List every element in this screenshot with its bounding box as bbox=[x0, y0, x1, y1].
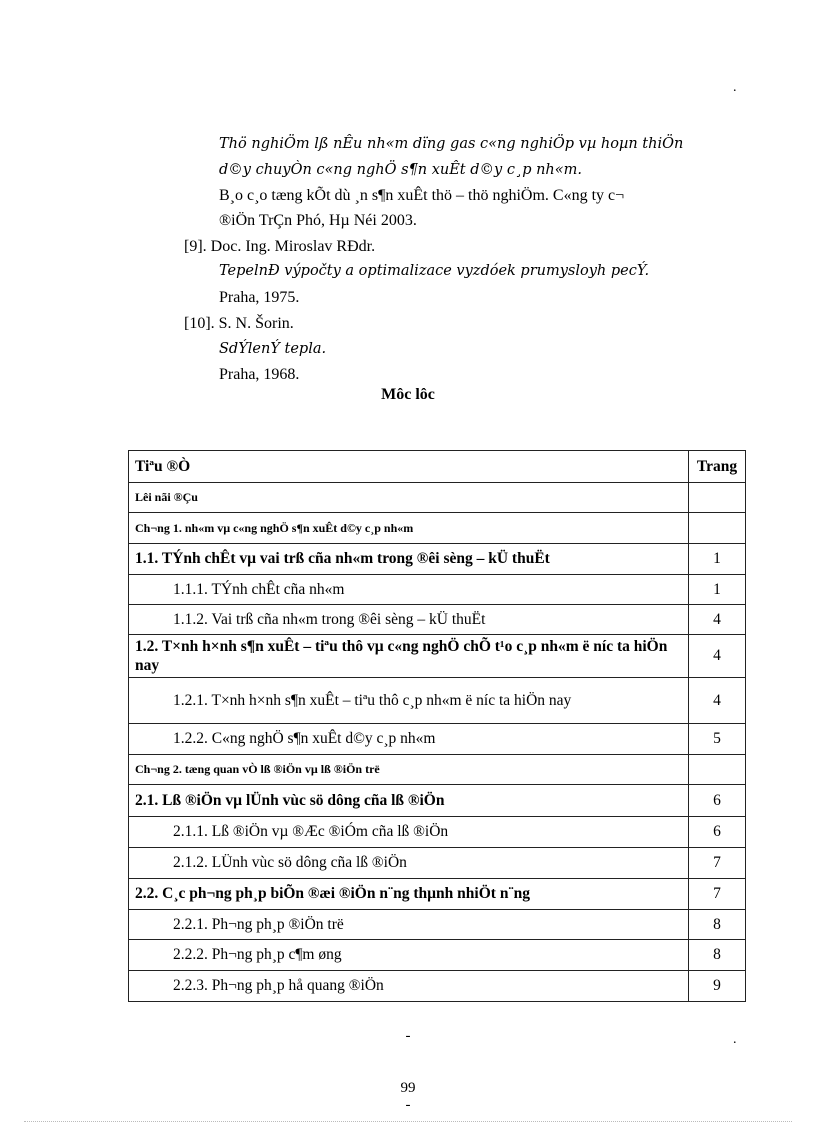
reference-9-title: TepelnÐ výpočty a optimalizace vyzdóek prumysloyh pecÝ. bbox=[219, 263, 650, 279]
toc-entry-title: 2.2.1. Ph¬ng ph¸p ®iÖn trë bbox=[129, 910, 689, 940]
toc-entry-title: 1.1.2. Vai trß cña nh«m trong ®êi sèng – kÜ thuËt bbox=[129, 605, 689, 635]
toc-entry-page: 4 bbox=[689, 605, 746, 635]
toc-entry-page: 9 bbox=[689, 971, 746, 1002]
toc-title: Môc lôc bbox=[381, 386, 435, 403]
toc-entry-page: 1 bbox=[689, 544, 746, 575]
toc-row bbox=[129, 971, 746, 1002]
toc-row bbox=[129, 483, 746, 513]
reference-9-publisher: Praha, 1975. bbox=[219, 289, 300, 306]
footer-mark: . bbox=[733, 1032, 737, 1047]
toc-row bbox=[129, 910, 746, 940]
toc-row bbox=[129, 513, 746, 544]
toc-row bbox=[129, 544, 746, 575]
toc-entry-page: 7 bbox=[689, 848, 746, 879]
toc-entry-page: 4 bbox=[689, 635, 746, 678]
toc-entry-title: 2.1. Lß ®iÖn vµ lÜnh vùc sö dông cña lß ®iÖn bbox=[129, 785, 689, 817]
toc-entry-page: 8 bbox=[689, 940, 746, 971]
toc-entry-title: Lêi nãi ®Çu bbox=[129, 483, 689, 513]
toc-row bbox=[129, 940, 746, 971]
toc-entry-title: 2.1.2. LÜnh vùc sö dông cña lß ®iÖn bbox=[129, 848, 689, 879]
header-mark: . bbox=[733, 80, 737, 95]
toc-entry-title: 2.1.1. Lß ®iÖn vµ ®Æc ®iÓm cña lß ®iÖn bbox=[129, 817, 689, 848]
toc-entry-title: 1.1. TÝnh chÊt vµ vai trß cña nh«m trong ®êi sèng – kÜ thuËt bbox=[129, 544, 689, 575]
toc-entry-page: 7 bbox=[689, 879, 746, 910]
toc-row bbox=[129, 724, 746, 755]
toc-entry-page: 6 bbox=[689, 817, 746, 848]
toc-header-row bbox=[129, 451, 746, 483]
toc-entry-title: Ch¬ng 2. tæng quan vÒ lß ®iÖn vµ lß ®iÖn trë bbox=[129, 755, 689, 785]
toc-entry-page: 6 bbox=[689, 785, 746, 817]
toc-row bbox=[129, 755, 746, 785]
toc-row bbox=[129, 879, 746, 910]
toc-entry-page: 1 bbox=[689, 575, 746, 605]
ref-text-line: Thö nghiÖm lß nÊu nh«m dïng gas c«ng nghiÖp vµ hoµn thiÖn bbox=[219, 136, 684, 152]
toc-entry-title: Ch¬ng 1. nh«m vµ c«ng nghÖ s¶n xuÊt d©y c¸p nh«m bbox=[129, 513, 689, 544]
toc-entry-page bbox=[689, 755, 746, 785]
ref-text-line: B¸o c¸o tæng kÕt dù ¸n s¶n xuÊt thö – thö nghiÖm. C«ng ty c¬ bbox=[219, 187, 625, 204]
reference-9: [9]. Doc. Ing. Miroslav RĐdr. bbox=[184, 238, 376, 255]
toc-entry-page: 4 bbox=[689, 678, 746, 724]
toc-entry-title: 2.2.2. Ph¬ng ph¸p c¶m øng bbox=[129, 940, 689, 971]
toc-entry-title: 1.1.1. TÝnh chÊt cña nh«m bbox=[129, 575, 689, 605]
toc-row bbox=[129, 785, 746, 817]
toc-header-title: Tiªu ®Ò bbox=[129, 451, 689, 483]
toc-entry-title: 2.2. C¸c ph¬ng ph¸p biÕn ®æi ®iÖn n¨ng thµnh nhiÖt n¨ng bbox=[129, 879, 689, 910]
toc-entry-title: 1.2.2. C«ng nghÖ s¶n xuÊt d©y c¸p nh«m bbox=[129, 724, 689, 755]
toc-row bbox=[129, 635, 746, 678]
toc-row bbox=[129, 848, 746, 879]
reference-10-title: SdÝlenÝ tepla. bbox=[219, 341, 327, 357]
toc-entry-page bbox=[689, 483, 746, 513]
bottom-rule bbox=[24, 1121, 792, 1122]
toc-entry-page: 5 bbox=[689, 724, 746, 755]
toc-header-page: Trang bbox=[689, 451, 746, 483]
reference-10-publisher: Praha, 1968. bbox=[219, 366, 300, 383]
toc-row bbox=[129, 817, 746, 848]
ref-text-line: d©y chuyÒn c«ng nghÖ s¶n xuÊt d©y c¸p nh«m. bbox=[219, 162, 582, 178]
page-number-dash-top: - bbox=[405, 1028, 411, 1044]
reference-10: [10]. S. N. Šorin. bbox=[184, 315, 294, 332]
ref-text-line: ®iÖn TrÇn Phó, Hµ Néi 2003. bbox=[219, 212, 417, 229]
toc-entry-page: 8 bbox=[689, 910, 746, 940]
toc-entry-title: 1.2.1. T×nh h×nh s¶n xuÊt – tiªu thô c¸p nh«m ë níc ta hiÖn nay bbox=[129, 678, 689, 724]
toc-entry-title: 2.2.3. Ph¬ng ph¸p hå quang ®iÖn bbox=[129, 971, 689, 1002]
toc-entry-title: 1.2. T×nh h×nh s¶n xuÊt – tiªu thô vµ c«ng nghÖ chÕ t¹o c¸p nh«m ë níc ta hiÖn nay bbox=[129, 635, 689, 678]
toc-row bbox=[129, 605, 746, 635]
toc-row bbox=[129, 575, 746, 605]
page-number: 99 bbox=[400, 1080, 416, 1096]
toc-entry-page bbox=[689, 513, 746, 544]
toc-row bbox=[129, 678, 746, 724]
page-number-dash-bottom: - bbox=[405, 1097, 411, 1113]
toc-table bbox=[128, 450, 746, 1002]
